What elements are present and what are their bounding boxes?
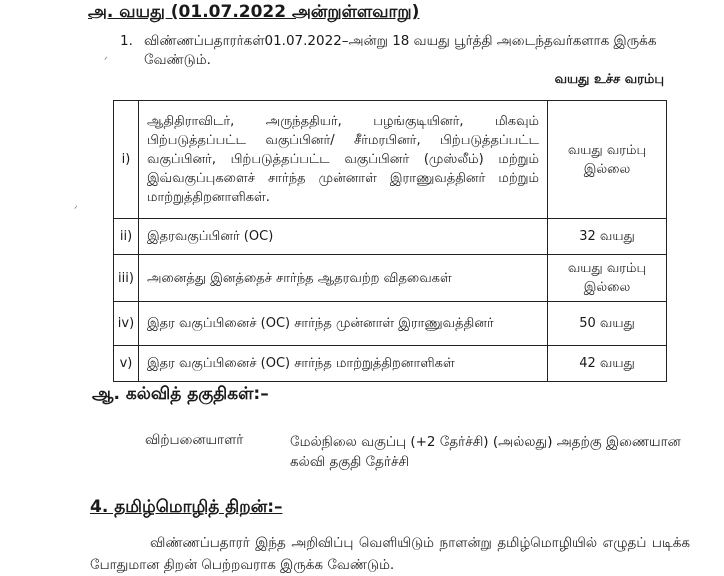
row-index: i)	[114, 101, 139, 219]
row-index: iii)	[114, 255, 139, 302]
qualification-requirement: மேல்நிலை வகுப்பு (+2 தேர்ச்சி) (அல்லது) அதற்கு இணையான கல்வி தகுதி தேர்ச்சி	[290, 434, 681, 470]
row-index: iv)	[114, 302, 139, 346]
tamil-proficiency-paragraph: விண்ணப்பதாரர் இந்த அறிவிப்பு வெளியிடும் நாளன்று தமிழ்மொழியில் எழுதப் படிக்க போதுமான திறன் பெற்றவராக இருக்க வேண்டும்.	[90, 535, 690, 573]
item-text: விண்ணப்பதாரர்கள்01.07.2022–அன்று 18 வயது பூர்த்தி அடைந்தவர்களாக இருக்க வேண்டும்.	[144, 33, 657, 68]
section-a-heading: அ. வயது (01.07.2022 அன்றுள்ளவாறு)	[88, 2, 420, 22]
scan-mark: ᐟ	[74, 205, 78, 215]
table-row	[114, 219, 667, 255]
item-number: 1.	[120, 33, 133, 49]
age-limit-header: வயது உச்ச வரம்பு	[554, 72, 664, 87]
scan-mark: ᐟ	[104, 56, 108, 66]
row-index: v)	[114, 346, 139, 382]
table-row	[114, 101, 667, 219]
row-limit: வயது வரம்பு இல்லை	[548, 255, 667, 302]
section-4-heading: 4. தமிழ்மொழித் திறன்:–	[90, 497, 283, 517]
row-category: இதரவகுப்பினர் (OC)	[139, 219, 548, 255]
row-index: ii)	[114, 219, 139, 255]
age-limit-table	[113, 100, 667, 382]
row-category: அனைத்து இனத்தைச் சார்ந்த ஆதரவற்ற விதவைகள்	[139, 255, 548, 302]
section-aa-heading: ஆ. கல்வித் தகுதிகள்:–	[92, 384, 269, 404]
row-limit: 50 வயது	[548, 302, 667, 346]
row-category: இதர வகுப்பினைச் (OC) சார்ந்த மாற்றுத்திறனாளிகள்	[139, 346, 548, 382]
row-limit: வயது வரம்பு இல்லை	[548, 101, 667, 219]
table-row	[114, 346, 667, 382]
qualification-post: விற்பனையாளர்	[145, 432, 244, 448]
table-row	[114, 255, 667, 302]
row-category: இதர வகுப்பினைச் (OC) சார்ந்த முன்னாள் இராணுவத்தினர்	[139, 302, 548, 346]
row-limit: 32 வயது	[548, 219, 667, 255]
table-row	[114, 302, 667, 346]
row-category: ஆதிதிராவிடர், அருந்ததியர், பழங்குடியினர், மிகவும் பிற்படுத்தப்பட்ட வகுப்பினர்/ சீர்மரபினர், பிற்படுத்தப்பட்ட வகுப்பினர், பிற்படுத்தப்பட்ட வகுப்பினர் (முஸ்லீம்) மற்றும் இவ்வகுப்புகளைச் சார்ந்த முன்னாள் இராணுவத்தினர் மற்றும் மாற்றுத்திறனாளிகள்.	[139, 101, 548, 219]
row-limit: 42 வயது	[548, 346, 667, 382]
